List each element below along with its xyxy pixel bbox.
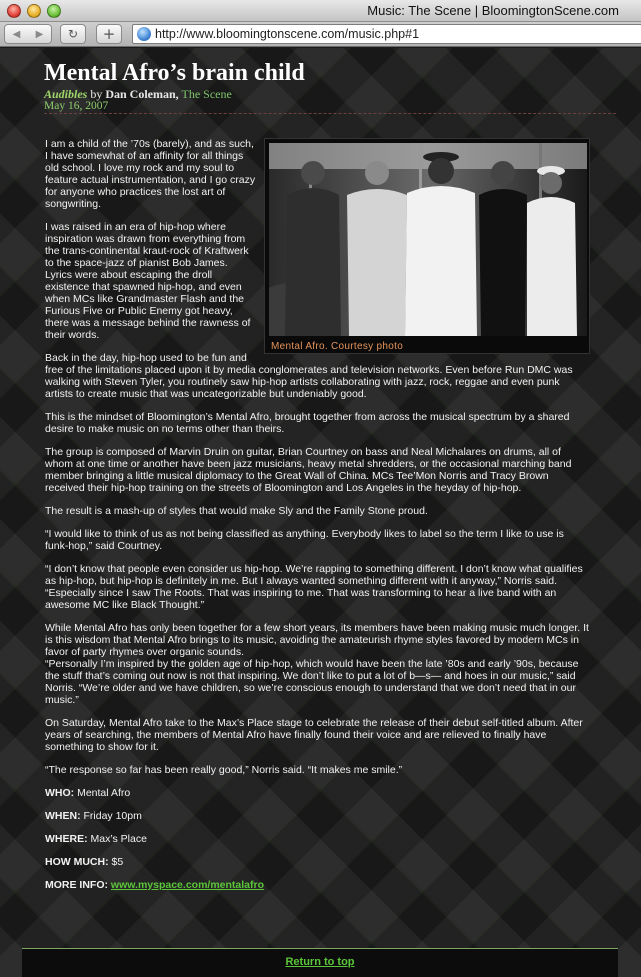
photo-caption: Mental Afro. Courtesy photo — [271, 341, 404, 352]
article-paragraph: “I would like to think of us as not being classified as anything. Everybody likes to label so the term I like to use is funk-hop,” said Courtney. — [45, 528, 564, 552]
article-paragraph: “I don’t know that people even consider us hip-hop. We’re rapping to something different. I don’t know what qualifies as hip-hop, but hip-hop is definitely in me. But I always wanted something different with it anyway,” Norris said. “Especially since I saw The Roots. That was inspiring to me. That was transforming to hear a live band with an awesome MC like Black Thought.” — [45, 563, 583, 611]
info-howmuch-value: $5 — [111, 856, 124, 868]
info-where-label: WHERE: — [45, 833, 88, 845]
article-paragraph: This is the mindset of Bloomington’s Mental Afro, brought together from across the musical spectrum by a shared desire to make music on no terms other than theirs. — [45, 411, 570, 435]
return-to-top-link[interactable]: Return to top — [285, 956, 355, 968]
window-titlebar — [0, 0, 641, 22]
globe-icon — [137, 27, 151, 41]
author-name: Dan Coleman, — [105, 87, 179, 101]
by-prefix: by — [90, 87, 103, 101]
info-who-label: WHO: — [45, 787, 75, 799]
article-paragraph-pair — [45, 622, 590, 706]
footer-bar — [22, 948, 618, 977]
info-when-label: WHEN: — [45, 810, 81, 822]
article-paragraph: “The response so far has been really good,” Norris said. “It makes me smile.” — [45, 764, 403, 776]
info-howmuch — [45, 856, 590, 868]
info-who-value: Mental Afro — [77, 787, 131, 799]
article-paragraph: The result is a mash-up of styles that would make Sly and the Family Stone proud. — [45, 505, 428, 517]
info-when-value: Friday 10pm — [83, 810, 142, 822]
article-paragraph: I am a child of the ’70s (barely), and as such, I have somewhat of an affinity for all things old school. I love my rock and my soul to feature actual instrumentation, and I go crazy for anyone who practices the lost art of songwriting. — [45, 138, 256, 210]
article-body — [45, 138, 590, 902]
reload-button[interactable] — [60, 24, 86, 44]
info-moreinfo-label: MORE INFO: — [45, 879, 108, 891]
forward-arrow-icon[interactable]: ▶ — [35, 28, 44, 40]
article-paragraph: While Mental Afro has only been together for a few short years, its members have been making music much longer. It is this wisdom that Mental Afro brings to its music, avoiding the amateurish rhyme styles favored by modern MCs in favor of party rhymes over organic sounds. — [45, 622, 589, 658]
info-where-value: Max’s Place — [90, 833, 147, 845]
back-forward-buttons — [4, 24, 52, 44]
info-where — [45, 833, 590, 845]
publication-name: The Scene — [181, 87, 232, 101]
address-bar[interactable] — [132, 24, 641, 44]
band-photo-illustration — [269, 143, 587, 336]
article-paragraph: The group is composed of Marvin Druin on guitar, Brian Courtney on bass and Neal Michalares on drums, all of whom at one time or another have been jazz musicians, heavy metal shredders, or the occasional marching band member bringing a little musical diplomacy to the Great Wall of China. MCs Tee’Mon Norris and Tracy Brown received their hip-hop training on the streets of Bloomington and Los Angeles in the heyday of hip-hop. — [45, 446, 572, 494]
zoom-window-button[interactable] — [47, 4, 61, 18]
page-content — [0, 48, 641, 977]
article-paragraph: On Saturday, Mental Afro take to the Max’s Place stage to celebrate the release of their debut self-titled album. After years of searching, the members of Mental Afro have finally found their voice and are relieved to finally have something to show for it. — [45, 717, 583, 753]
article-paragraph: I was raised in an era of hip-hop where inspiration was drawn from everything from the trans-continental kraut-rock of Kraftwerk to the space-jazz of pianist Bob James. Lyrics were about escaping the droll existence that spawned hip-hop, and even when MCs like Grandmaster Flash and the Furious Five or Public Enemy got heavy, there was a message behind the rawness of their words. — [45, 221, 251, 341]
article-paragraph: “Personally I’m inspired by the golden age of hip-hop, which would have been the late ’80s and early ’90s, because the stuff that’s coming out now is not that inspiring. We don’t like to put a lot of b—s— and hoes in our music,” said Norris. “We’re older and we have children, so we’re conscious enough to understand that we don’t need that in our music.” — [45, 658, 579, 706]
info-who — [45, 787, 590, 799]
url-text: http://www.bloomingtonscene.com/music.php#1 — [155, 27, 420, 41]
back-arrow-icon[interactable]: ◀ — [12, 28, 21, 40]
info-howmuch-label: HOW MUCH: — [45, 856, 109, 868]
section-name: Audibles — [44, 87, 88, 101]
plus-icon: + — [102, 25, 116, 43]
article-paragraph: Back in the day, hip-hop used to be fun and free of the limitations placed upon it by media conglomerates and television networks. Even before Run DMC was walking with Steven Tyler, you routinely saw hip-hop artists collaborating with jazz, rock, reggae and even punk artists to create music that was uncategorizable but undeniably good. — [45, 352, 573, 400]
reload-icon: ↻ — [67, 27, 79, 41]
minimize-window-button[interactable] — [27, 4, 41, 18]
myspace-link[interactable]: www.myspace.com/mentalafro — [110, 879, 265, 891]
info-moreinfo — [45, 879, 590, 891]
article-headline: Mental Afro’s brain child — [44, 60, 305, 86]
add-bookmark-button[interactable] — [96, 24, 122, 44]
browser-toolbar — [0, 22, 641, 47]
article-date: May 16, 2007 — [44, 100, 616, 114]
band-photo — [269, 143, 587, 336]
window-title: Music: The Scene | BloomingtonScene.com — [367, 3, 619, 18]
info-when — [45, 810, 590, 822]
close-window-button[interactable] — [7, 4, 21, 18]
photo-box — [264, 138, 590, 354]
